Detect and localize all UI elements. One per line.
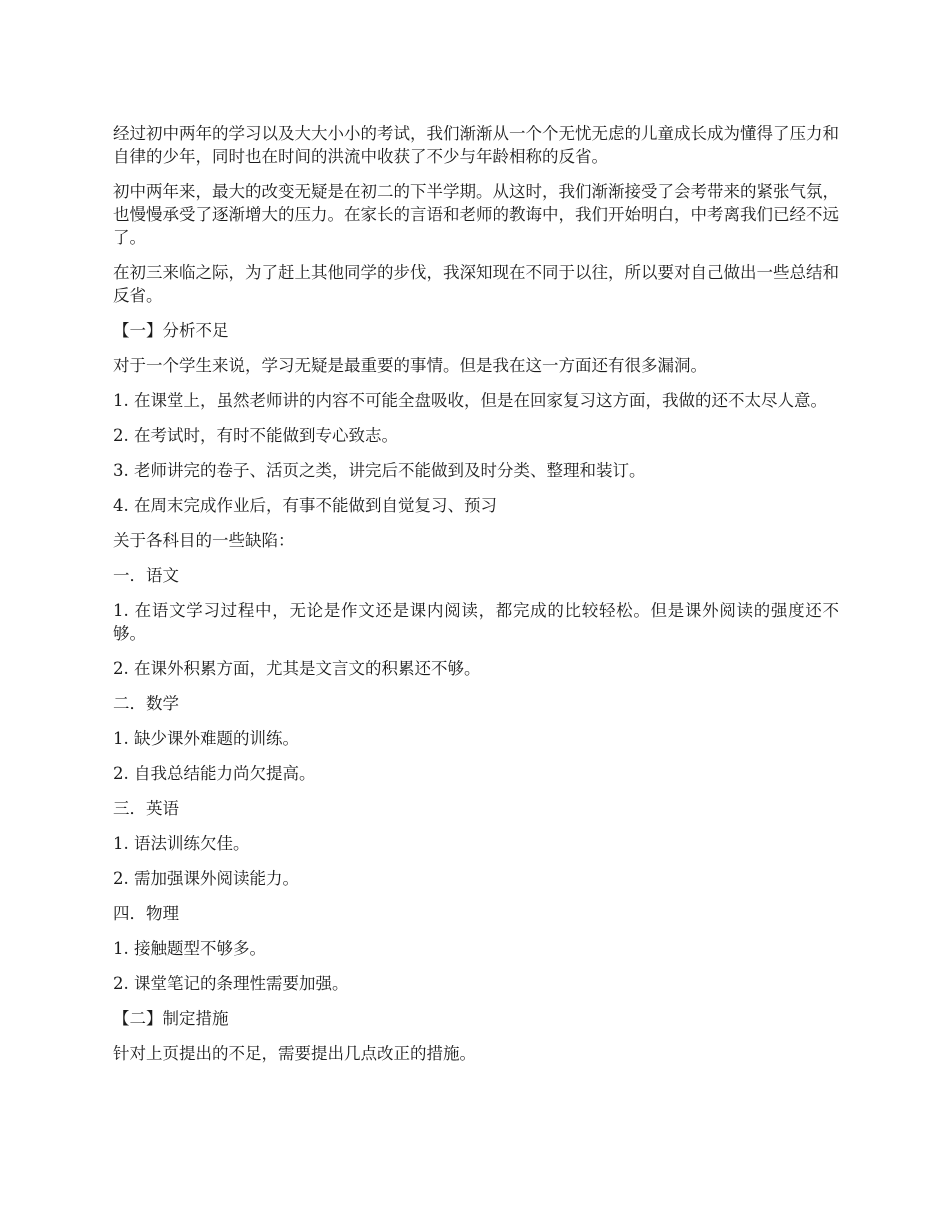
list-item: 2. 在课外积累方面，尤其是文言文的积累还不够。 xyxy=(113,659,481,678)
list-item: 1. 在语文学习过程中，无论是作文还是课内阅读，都完成的比较轻松。但是课外阅读的强度还不够。 xyxy=(113,601,839,643)
list-item: 3. 老师讲完的卷子、活页之类，讲完后不能做到及时分类、整理和装订。 xyxy=(113,461,646,480)
document-page xyxy=(113,122,839,1077)
subject-heading-chinese: 一．语文 xyxy=(113,566,179,585)
subject-heading-math: 二．数学 xyxy=(113,694,179,713)
subject-heading-physics: 四．物理 xyxy=(113,904,179,923)
intro-paragraph-2: 初中两年来，最大的改变无疑是在初二的下半学期。从这时，我们渐渐接受了会考带来的紧张气氛，也慢慢承受了逐渐增大的压力。在家长的言语和老师的教诲中，我们开始明白，中考离我们已经不远了。 xyxy=(113,182,839,247)
list-item: 4. 在周末完成作业后，有事不能做到自觉复习、预习 xyxy=(113,496,497,515)
list-item: 1. 语法训练欠佳。 xyxy=(113,834,250,853)
list-item: 2. 在考试时，有时不能做到专心致志。 xyxy=(113,426,398,445)
subject-heading-english: 三．英语 xyxy=(113,799,179,818)
list-item: 2. 需加强课外阅读能力。 xyxy=(113,869,299,888)
intro-paragraph-3: 在初三来临之际，为了赶上其他同学的步伐，我深知现在不同于以往，所以要对自己做出一些总结和反省。 xyxy=(113,263,839,305)
list-item: 2. 课堂笔记的条理性需要加强。 xyxy=(113,974,349,993)
section-heading-analysis: 【一】分析不足 xyxy=(113,321,229,340)
subjects-intro: 关于各科目的一些缺陷： xyxy=(113,531,295,550)
measures-intro: 针对上页提出的不足，需要提出几点改正的措施。 xyxy=(113,1044,476,1063)
list-item: 1. 缺少课外难题的训练。 xyxy=(113,729,299,748)
list-item: 2. 自我总结能力尚欠提高。 xyxy=(113,764,316,783)
analysis-intro: 对于一个学生来说，学习无疑是最重要的事情。但是我在这一方面还有很多漏洞。 xyxy=(113,356,707,375)
section-heading-measures: 【二】制定措施 xyxy=(113,1009,229,1028)
list-item: 1. 在课堂上，虽然老师讲的内容不可能全盘吸收，但是在回家复习这方面，我做的还不太尽人意。 xyxy=(113,391,827,410)
intro-paragraph-1: 经过初中两年的学习以及大大小小的考试，我们渐渐从一个个无忧无虑的儿童成长成为懂得了压力和自律的少年，同时也在时间的洪流中收获了不少与年龄相称的反省。 xyxy=(113,124,839,166)
list-item: 1. 接触题型不够多。 xyxy=(113,939,266,958)
